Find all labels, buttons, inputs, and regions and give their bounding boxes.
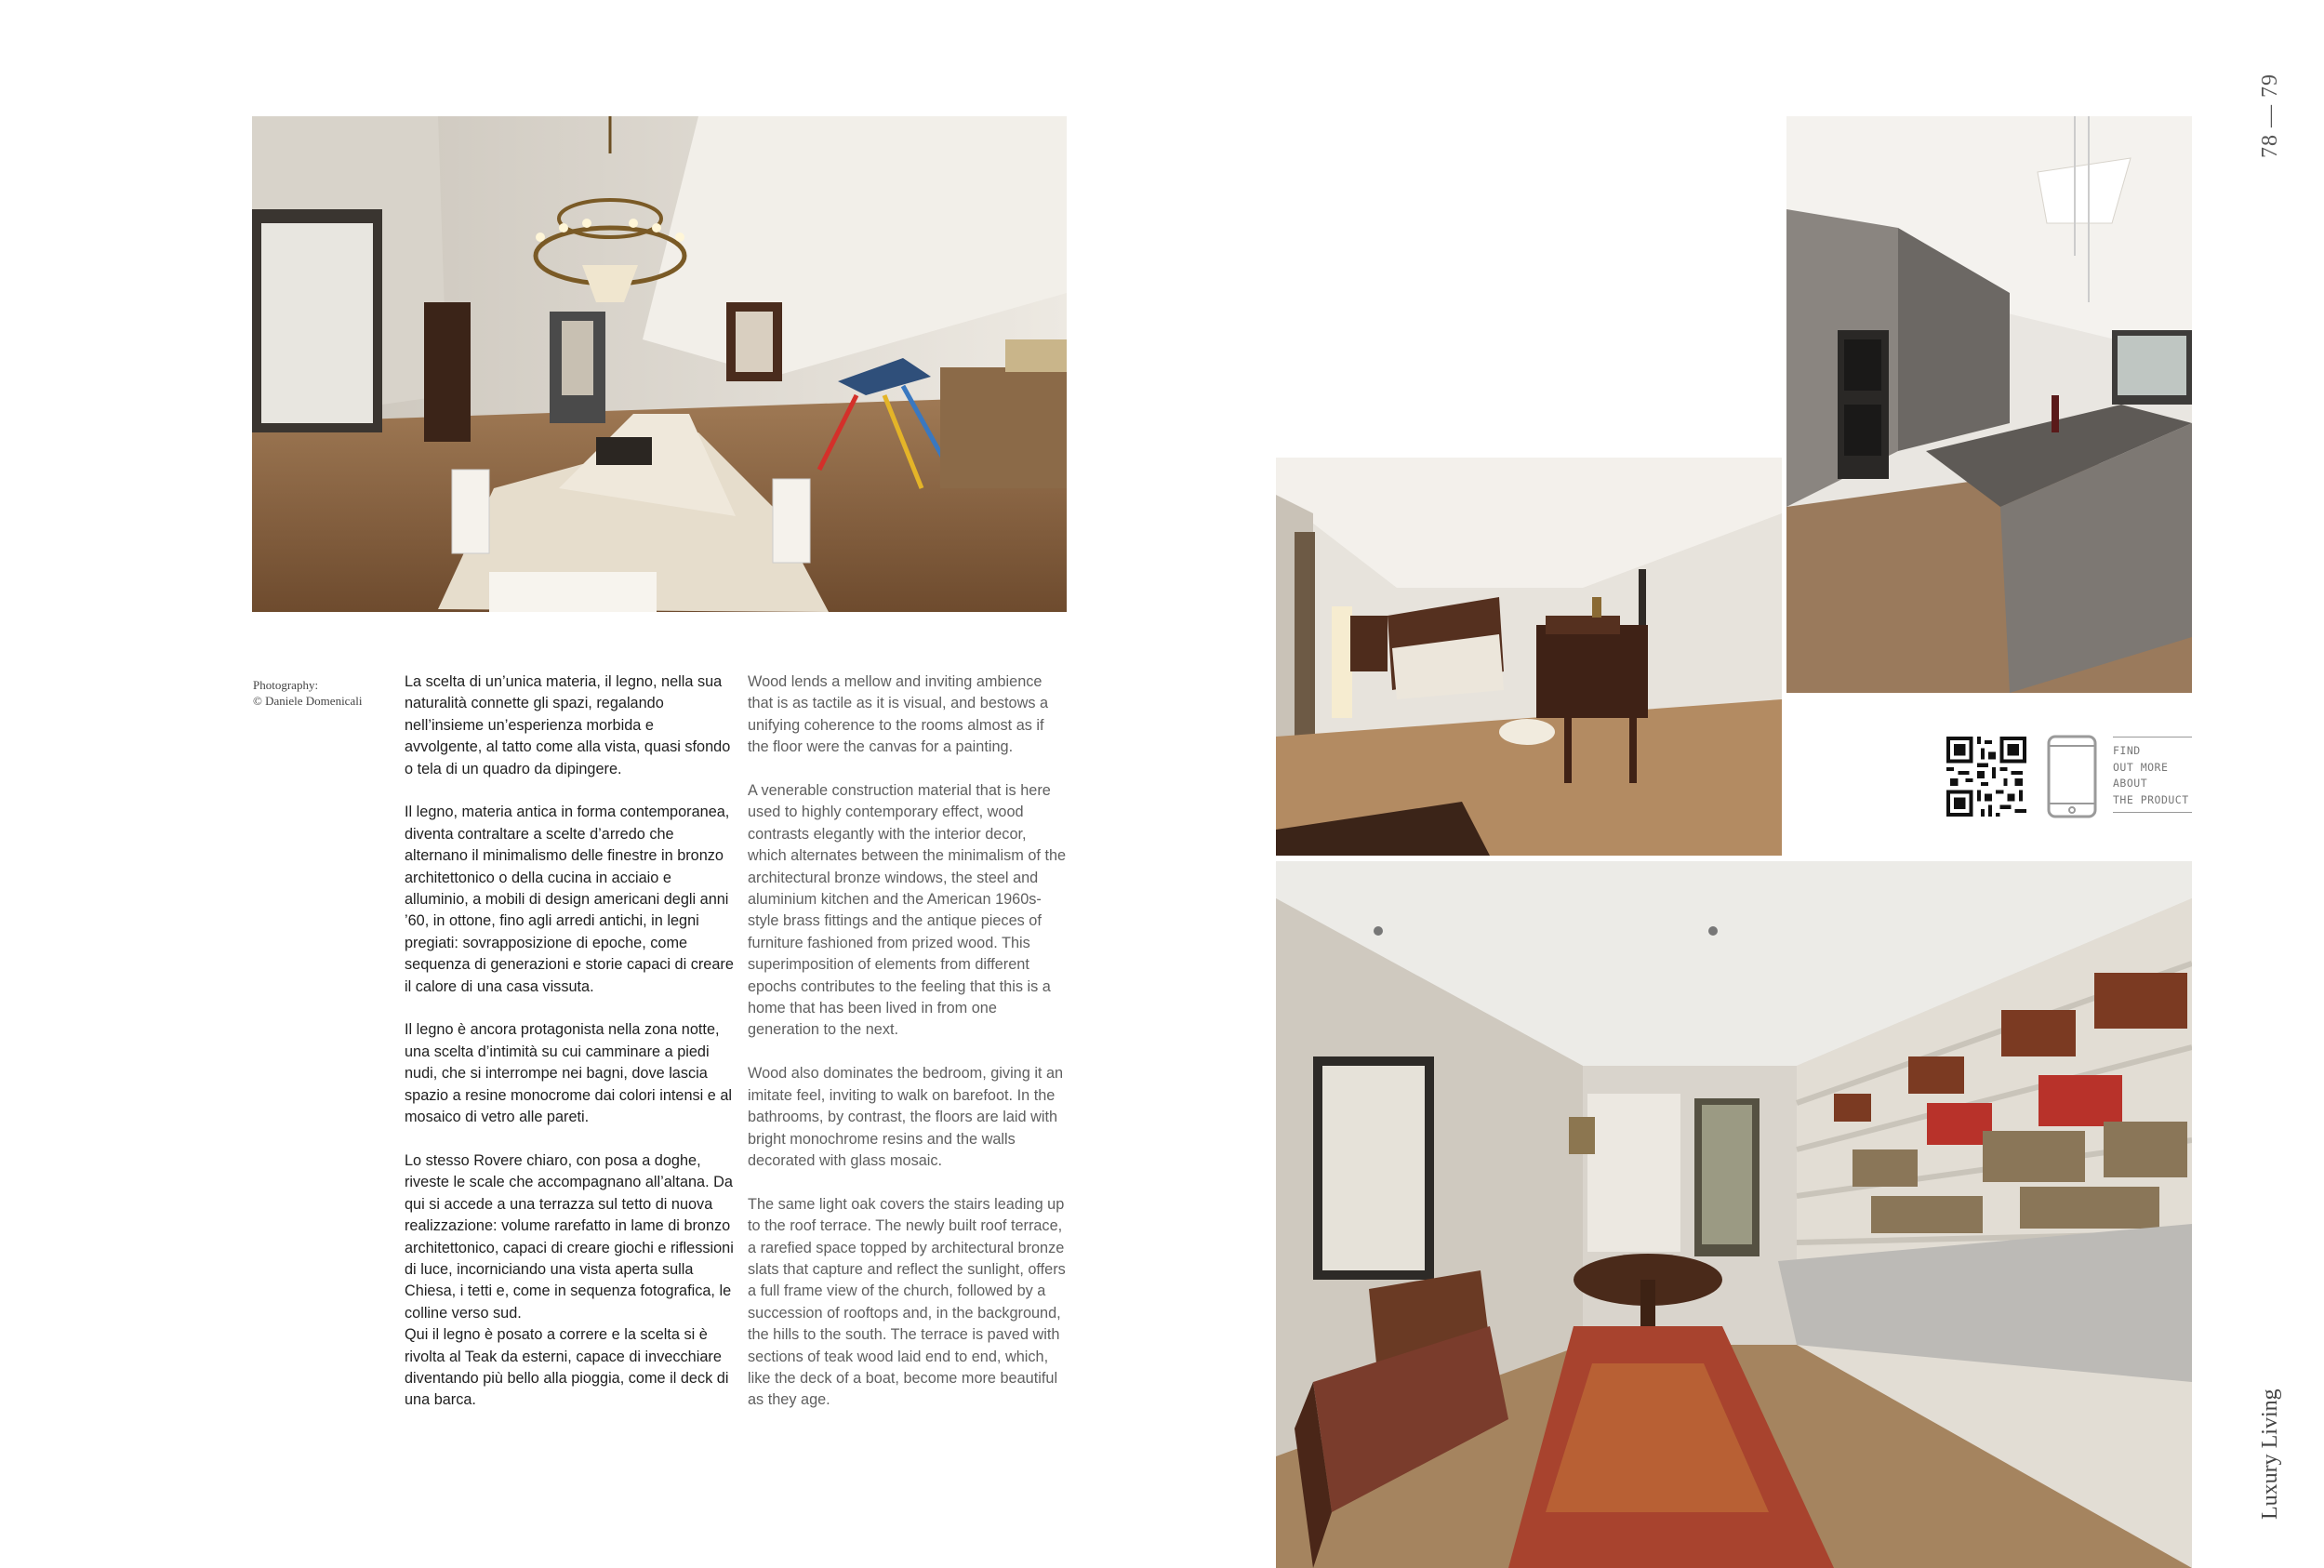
find-out-more-link[interactable]	[2113, 737, 2192, 813]
find-line: ABOUT	[2113, 777, 2148, 791]
italian-paragraph: Lo stesso Rovere chiaro, con posa a doghe, riveste le scale che accompagnano all’altana. Da qui si accede a una terrazza sul tetto di nuova realizzazione: volume rarefatto in lame di bronzo architettonico, capaci di creare giochi e riflessioni di luce, incorniciando una vista aperta sulla Chiesa, i tetti e, come in sequenza fotografica, le colline verso sud. Qui il legno è posato a correre e la scelta si è rivolta al Teak da esterni, capace di invecchiare diventando più bello alla pioggia, come il deck di una barca.	[405, 1151, 734, 1409]
credit-label: Photography:	[253, 678, 319, 692]
italian-paragraph: Il legno, materia antica in forma contemporanea, diventa contraltare a scelte d’arredo che alternano il minimalismo delle finestre in bronzo architettonico o della cucina in acciaio e alluminio, a mobili di design americani degli anni ’60, in ottone, fino agli arredi antichi, in legni pregiati: sovrapposizione di epoche, come sequenza di generazioni e storie capaci di creare il calore di una casa vissuta.	[405, 804, 734, 995]
smartphone-icon	[2047, 735, 2097, 818]
italian-column	[405, 671, 735, 1433]
english-paragraph: The same light oak covers the stairs leading up to the roof terrace. The newly built roof terrace, a rarefied space topped by architectural bronze slats that capture and reflect the sunlight, offers a full frame view of the church, followed by a succession of rooftops and, in the background, the hills to the south. The terrace is paved with sections of teak wood laid end to end, which, like the deck of a boat, become more beautiful as they age.	[748, 1195, 1066, 1409]
english-paragraph: A venerable construction material that is here used to highly contemporary effect, wood contrasts elegantly with the interior decor, which alternates between the minimalism of the architectural bronze windows, the steel and aluminium kitchen and the American 1960s-style brass fittings and the antique pieces of furniture fashioned from prized wood. This superimposition of elements from different epochs contributes to the feeling that this is a home that has been lived in from one generation to the next.	[748, 782, 1067, 1039]
italian-paragraph: Il legno è ancora protagonista nella zona notte, una scelta d’intimità su cui camminare a piedi nudi, che si interrompe nei bagni, dove lascia spazio a resine monocrome dai colori intensi e al mosaico di vetro alle pareti.	[405, 1021, 733, 1126]
magazine-title: Luxury Living	[2258, 1389, 2282, 1520]
find-line: OUT MORE	[2113, 760, 2169, 774]
credit-name: © Daniele Domenicali	[253, 694, 363, 708]
english-column	[748, 671, 1069, 1433]
english-paragraph: Wood lends a mellow and inviting ambience that is as tactile as it is visual, and bestows a unifying coherence to the rooms almost as if the floor were the canvas for a painting.	[748, 673, 1049, 756]
find-line: THE PRODUCT	[2113, 792, 2189, 806]
find-line: FIND	[2113, 744, 2141, 757]
library-photo	[1276, 861, 2192, 1568]
dining-room-photo	[252, 116, 1067, 612]
page-numbers: 78 — 79	[2258, 73, 2282, 158]
photo-credit	[253, 677, 383, 709]
bedroom-photo	[1276, 458, 1782, 856]
english-paragraph: Wood also dominates the bedroom, giving it an imitate feel, inviting to walk on barefoot. In the bathrooms, by contrast, the floors are laid with bright monochrome resins and the walls decorated with glass mosaic.	[748, 1065, 1064, 1169]
qr-code-icon[interactable]	[1946, 737, 2026, 817]
italian-paragraph: La scelta di un’unica materia, il legno, nella sua naturalità connette gli spazi, regalando nell’insieme un’esperienza morbida e avvolgente, al tatto come alla vista, quasi sfondo o tela di un quadro da dipingere.	[405, 673, 731, 777]
kitchen-photo	[1786, 116, 2192, 693]
